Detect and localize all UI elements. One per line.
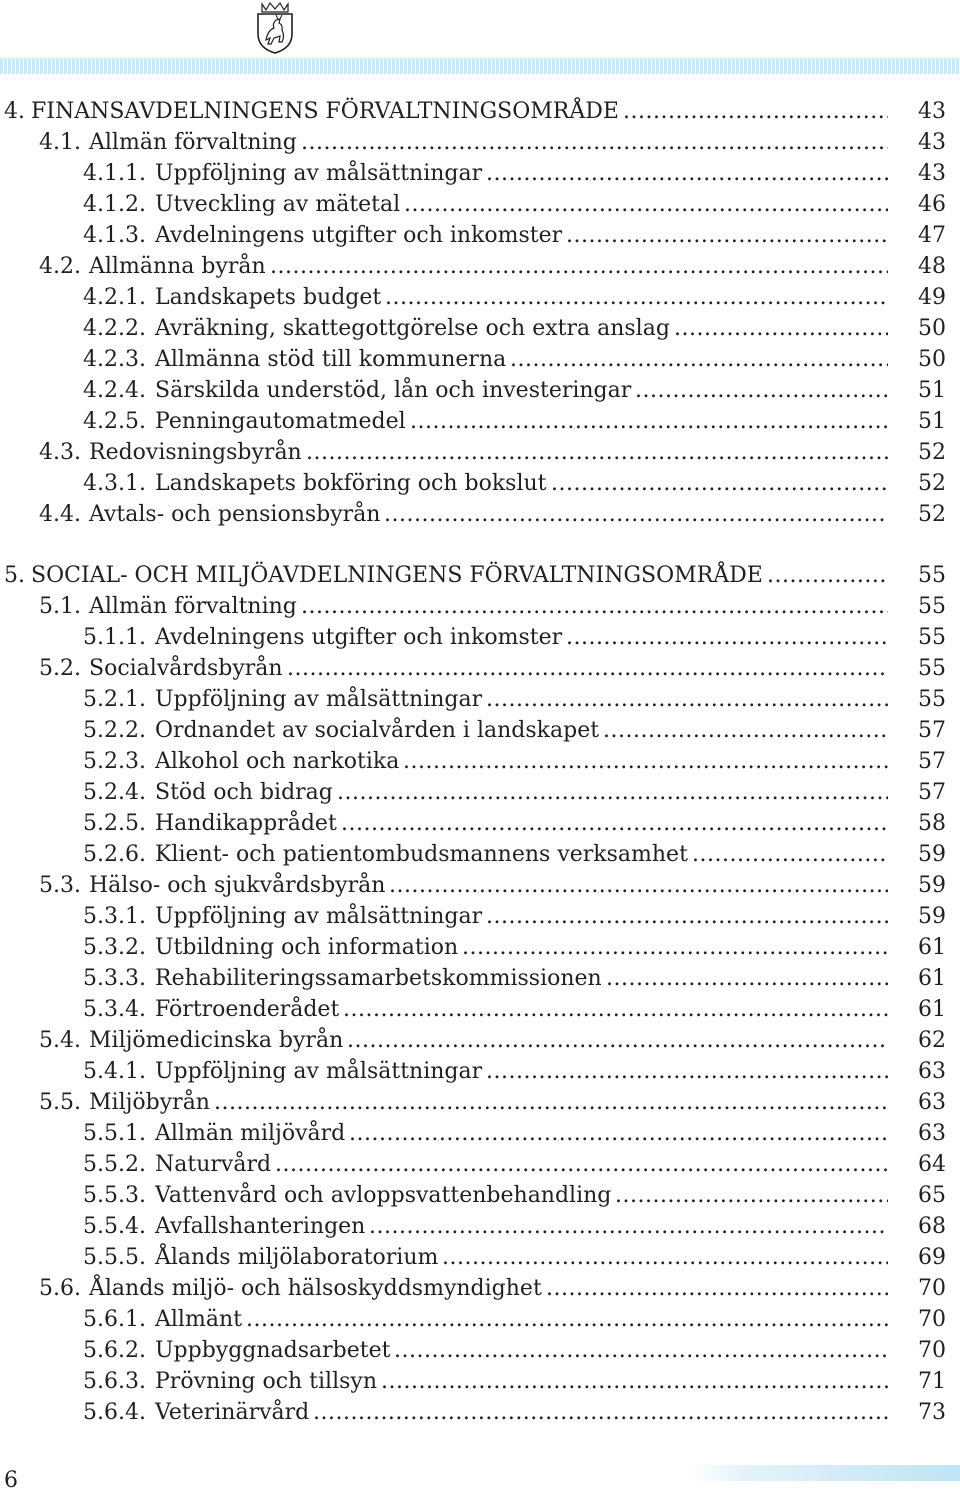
toc-row[interactable] xyxy=(0,406,960,437)
toc-section-title: Avtals- och pensionsbyrån xyxy=(89,502,381,527)
toc-page-number: 55 xyxy=(918,563,946,588)
toc-section-number: 5.4. xyxy=(39,1028,81,1053)
toc-row[interactable] xyxy=(0,963,960,994)
toc-row[interactable] xyxy=(0,932,960,963)
toc-section-number: 4.2. xyxy=(39,254,81,279)
toc-row[interactable] xyxy=(0,1149,960,1180)
toc-section-title: Allmänt xyxy=(155,1307,242,1332)
toc-row[interactable] xyxy=(0,220,960,251)
toc-dot-leader xyxy=(301,591,888,622)
toc-row[interactable] xyxy=(0,1397,960,1428)
toc-section-title: Avräkning, skattegottgörelse och extra anslag xyxy=(155,316,670,341)
toc-page-number: 50 xyxy=(918,316,946,341)
toc-dot-leader xyxy=(275,1149,888,1180)
toc-section-title: Ordnandet av socialvården i landskapet xyxy=(155,718,600,743)
toc-dot-leader xyxy=(566,622,888,653)
toc-page-number: 61 xyxy=(918,997,946,1022)
toc-section-number: 5.1.1. xyxy=(83,625,146,650)
toc-section-title: Naturvård xyxy=(155,1152,272,1177)
toc-section-number: 4.1.3. xyxy=(83,223,146,248)
toc-page-number: 73 xyxy=(918,1400,946,1425)
toc-dot-leader xyxy=(337,777,888,808)
footer-stripe-band xyxy=(690,1465,960,1481)
toc-row[interactable] xyxy=(0,839,960,870)
toc-row[interactable] xyxy=(0,1366,960,1397)
toc-section-number: 5.1. xyxy=(39,594,81,619)
toc-page-number: 43 xyxy=(918,99,946,124)
toc-dot-leader xyxy=(389,870,888,901)
toc-dot-leader xyxy=(343,994,888,1025)
toc-section-title: Avdelningens utgifter och inkomster xyxy=(155,625,563,650)
toc-page-number: 70 xyxy=(918,1338,946,1363)
toc-section-title: Utveckling av mätetal xyxy=(155,192,401,217)
toc-row[interactable] xyxy=(0,1056,960,1087)
toc-page-number: 61 xyxy=(918,966,946,991)
toc-dot-leader xyxy=(369,1211,888,1242)
toc-section-number: 5.5.1. xyxy=(83,1121,146,1146)
toc-section-number: 5.3.3. xyxy=(83,966,146,991)
toc-page-number: 51 xyxy=(918,378,946,403)
toc-dot-leader xyxy=(767,560,888,591)
toc-section-title: Uppföljning av målsättningar xyxy=(155,1059,483,1084)
toc-dot-leader xyxy=(462,932,888,963)
toc-section-number: 5.5. xyxy=(39,1090,81,1115)
toc-dot-leader xyxy=(394,1335,888,1366)
toc-section-number: 4.1. xyxy=(39,130,81,155)
toc-page-number: 43 xyxy=(918,161,946,186)
toc-row[interactable] xyxy=(0,870,960,901)
toc-page-number: 57 xyxy=(918,718,946,743)
toc-section-title: Prövning och tillsyn xyxy=(155,1369,378,1394)
toc-dot-leader xyxy=(566,220,888,251)
toc-section-number: 5.6.4. xyxy=(83,1400,146,1425)
toc-section-number: 5.2.1. xyxy=(83,687,146,712)
toc-section-title: Ålands miljö- och hälsoskyddsmyndighet xyxy=(89,1276,542,1301)
toc-page-number: 63 xyxy=(918,1059,946,1084)
toc-section-title: Allmänna stöd till kommunerna xyxy=(155,347,507,372)
toc-row[interactable] xyxy=(0,96,960,127)
toc-section-number: 5.6.2. xyxy=(83,1338,146,1363)
toc-section-number: 5.3.2. xyxy=(83,935,146,960)
toc-section-title: Ålands miljölaboratorium xyxy=(155,1245,439,1270)
toc-row[interactable] xyxy=(0,1304,960,1335)
toc-dot-leader xyxy=(347,1025,888,1056)
toc-dot-leader xyxy=(410,406,888,437)
toc-section-title: Allmän förvaltning xyxy=(89,130,297,155)
toc-section-title: Förtroenderådet xyxy=(155,997,340,1022)
toc-row[interactable] xyxy=(0,344,960,375)
toc-dot-leader xyxy=(442,1242,888,1273)
toc-dot-leader xyxy=(635,375,888,406)
toc-row[interactable] xyxy=(0,282,960,313)
toc-section-title: Redovisningsbyrån xyxy=(89,440,302,465)
toc-page-number: 52 xyxy=(918,471,946,496)
toc-section-title: Miljöbyrån xyxy=(89,1090,210,1115)
toc-page-number: 47 xyxy=(918,223,946,248)
toc-dot-leader xyxy=(270,251,888,282)
toc-section-number: 5. xyxy=(4,563,25,588)
coat-of-arms-logo xyxy=(252,0,298,54)
toc-page-number: 70 xyxy=(918,1276,946,1301)
toc-section-title: Miljömedicinska byrån xyxy=(89,1028,344,1053)
toc-dot-leader xyxy=(384,499,888,530)
toc-section-title: Landskapets bokföring och bokslut xyxy=(155,471,547,496)
toc-section-number: 5.5.4. xyxy=(83,1214,146,1239)
toc-row[interactable] xyxy=(0,1087,960,1118)
toc-section-number: 4.3.1. xyxy=(83,471,146,496)
toc-dot-leader xyxy=(381,1366,888,1397)
toc-section-number: 4.2.4. xyxy=(83,378,146,403)
toc-section-number: 5.2.2. xyxy=(83,718,146,743)
toc-section-number: 5.5.5. xyxy=(83,1245,146,1270)
toc-row[interactable] xyxy=(0,189,960,220)
toc-row[interactable] xyxy=(0,499,960,530)
toc-dot-leader xyxy=(301,127,888,158)
toc-section-title: Särskilda understöd, lån och investeringar xyxy=(155,378,632,403)
toc-row[interactable] xyxy=(0,1335,960,1366)
toc-row[interactable] xyxy=(0,560,960,591)
toc-section-number: 4. xyxy=(4,99,25,124)
toc-section-title: Veterinärvård xyxy=(155,1400,310,1425)
toc-row[interactable] xyxy=(0,1025,960,1056)
toc-row[interactable] xyxy=(0,622,960,653)
toc-section-title: FINANSAVDELNINGENS FÖRVALTNINGSOMRÅDE xyxy=(31,99,619,124)
toc-section-number: 4.2.1. xyxy=(83,285,146,310)
toc-section-number: 4.4. xyxy=(39,502,81,527)
toc-section-number: 4.2.2. xyxy=(83,316,146,341)
toc-section-title: Vattenvård och avloppsvattenbehandling xyxy=(155,1183,612,1208)
toc-section-title: Rehabiliteringssamarbetskommissionen xyxy=(155,966,602,991)
toc-section-number: 5.2.5. xyxy=(83,811,146,836)
toc-page-number: 63 xyxy=(918,1090,946,1115)
toc-section-number: 5.3. xyxy=(39,873,81,898)
toc-section-number: 5.4.1. xyxy=(83,1059,146,1084)
toc-row[interactable] xyxy=(0,1273,960,1304)
toc-row[interactable] xyxy=(0,715,960,746)
toc-section-title: Hälso- och sjukvårdsbyrån xyxy=(89,873,386,898)
toc-dot-leader xyxy=(287,653,888,684)
toc-page-number: 71 xyxy=(918,1369,946,1394)
toc-dot-leader xyxy=(246,1304,888,1335)
toc-dot-leader xyxy=(404,189,888,220)
toc-section-title: Uppföljning av målsättningar xyxy=(155,687,483,712)
toc-dot-leader xyxy=(385,282,888,313)
toc-section-number: 5.3.4. xyxy=(83,997,146,1022)
toc-dot-leader xyxy=(403,746,888,777)
toc-dot-leader xyxy=(674,313,888,344)
toc-page-number: 68 xyxy=(918,1214,946,1239)
toc-section-number: 4.2.3. xyxy=(83,347,146,372)
toc-page-number: 61 xyxy=(918,935,946,960)
toc-page-number: 55 xyxy=(918,656,946,681)
toc-section-title: Avdelningens utgifter och inkomster xyxy=(155,223,563,248)
toc-section-title: Uppbyggnadsarbetet xyxy=(155,1338,391,1363)
toc-row[interactable] xyxy=(0,746,960,777)
toc-page-number: 57 xyxy=(918,749,946,774)
toc-row[interactable] xyxy=(0,591,960,622)
toc-page-number: 63 xyxy=(918,1121,946,1146)
toc-row[interactable] xyxy=(0,313,960,344)
toc-section-title: Klient- och patientombudsmannens verksamhet xyxy=(155,842,688,867)
toc-row[interactable] xyxy=(0,1118,960,1149)
toc-page-number: 64 xyxy=(918,1152,946,1177)
toc-page-number: 59 xyxy=(918,904,946,929)
toc-page-number: 70 xyxy=(918,1307,946,1332)
page-number: 6 xyxy=(4,1468,18,1493)
toc-section-number: 5.2.3. xyxy=(83,749,146,774)
toc-row[interactable] xyxy=(0,653,960,684)
toc-row[interactable] xyxy=(0,437,960,468)
toc-row[interactable] xyxy=(0,251,960,282)
toc-section-number: 5.3.1. xyxy=(83,904,146,929)
toc-row[interactable] xyxy=(0,994,960,1025)
toc-dot-leader xyxy=(603,715,888,746)
toc-dot-leader xyxy=(486,158,888,189)
toc-section-number: 5.2. xyxy=(39,656,81,681)
toc-page-number: 50 xyxy=(918,347,946,372)
toc-section-title: Allmän miljövård xyxy=(155,1121,346,1146)
toc-dot-leader xyxy=(214,1087,888,1118)
toc-section-number: 4.1.2. xyxy=(83,192,146,217)
toc-dot-leader xyxy=(486,901,888,932)
toc-dot-leader xyxy=(606,963,888,994)
toc-dot-leader xyxy=(510,344,888,375)
toc-section-number: 5.6.1. xyxy=(83,1307,146,1332)
toc-page-number: 58 xyxy=(918,811,946,836)
toc-row[interactable] xyxy=(0,1180,960,1211)
toc-dot-leader xyxy=(341,808,888,839)
toc-section-title: Landskapets budget xyxy=(155,285,382,310)
toc-section-number: 5.2.6. xyxy=(83,842,146,867)
toc-dot-leader xyxy=(551,468,888,499)
toc-page-number: 55 xyxy=(918,594,946,619)
toc-section-title: Socialvårdsbyrån xyxy=(89,656,283,681)
toc-section-number: 5.5.2. xyxy=(83,1152,146,1177)
toc-page-number: 55 xyxy=(918,687,946,712)
toc-row[interactable] xyxy=(0,684,960,715)
toc-section-number: 5.6.3. xyxy=(83,1369,146,1394)
toc-section-title: Allmänna byrån xyxy=(89,254,266,279)
toc-section-title: Stöd och bidrag xyxy=(155,780,333,805)
toc-section-title: Uppföljning av målsättningar xyxy=(155,904,483,929)
toc-row[interactable] xyxy=(0,158,960,189)
header-stripe-band xyxy=(0,58,960,74)
toc-row[interactable] xyxy=(0,808,960,839)
toc-row[interactable] xyxy=(0,375,960,406)
toc-dot-leader xyxy=(306,437,888,468)
toc-dot-leader xyxy=(313,1397,888,1428)
toc-page-number: 57 xyxy=(918,780,946,805)
toc-dot-leader xyxy=(486,684,888,715)
toc-page-number: 46 xyxy=(918,192,946,217)
toc-section-number: 4.1.1. xyxy=(83,161,146,186)
toc-dot-leader xyxy=(546,1273,888,1304)
toc-dot-leader xyxy=(692,839,888,870)
toc-section-number: 4.2.5. xyxy=(83,409,146,434)
toc-page-number: 59 xyxy=(918,873,946,898)
toc-page-number: 62 xyxy=(918,1028,946,1053)
toc-page-number: 43 xyxy=(918,130,946,155)
toc-row[interactable] xyxy=(0,1211,960,1242)
toc-dot-leader xyxy=(349,1118,888,1149)
toc-section-title: Alkohol och narkotika xyxy=(155,749,400,774)
toc-row[interactable] xyxy=(0,1242,960,1273)
toc-section-title: Avfallshanteringen xyxy=(155,1214,366,1239)
toc-page-number: 55 xyxy=(918,625,946,650)
toc-section-title: Allmän förvaltning xyxy=(89,594,297,619)
toc-page-number: 69 xyxy=(918,1245,946,1270)
toc-row[interactable] xyxy=(0,127,960,158)
toc-page-number: 51 xyxy=(918,409,946,434)
toc-section-number: 5.5.3. xyxy=(83,1183,146,1208)
toc-section-title: Handikapprådet xyxy=(155,811,337,836)
toc-section-title: Penningautomatmedel xyxy=(155,409,406,434)
toc-section-title: Utbildning och information xyxy=(155,935,459,960)
toc-section-number: 5.6. xyxy=(39,1276,81,1301)
toc-section-number: 4.3. xyxy=(39,440,81,465)
toc-section-title: SOCIAL- OCH MILJÖAVDELNINGENS FÖRVALTNINGSOMRÅDE xyxy=(31,563,763,588)
toc-row[interactable] xyxy=(0,777,960,808)
toc-dot-leader xyxy=(486,1056,888,1087)
toc-page-number: 59 xyxy=(918,842,946,867)
toc-page-number: 48 xyxy=(918,254,946,279)
toc-page-number: 52 xyxy=(918,502,946,527)
toc-section-number: 5.2.4. xyxy=(83,780,146,805)
toc-section-title: Uppföljning av målsättningar xyxy=(155,161,483,186)
toc-page-number: 49 xyxy=(918,285,946,310)
toc-page-number: 65 xyxy=(918,1183,946,1208)
toc-dot-leader xyxy=(615,1180,888,1211)
toc-row[interactable] xyxy=(0,468,960,499)
toc-page-number: 52 xyxy=(918,440,946,465)
toc-row[interactable] xyxy=(0,901,960,932)
toc-dot-leader xyxy=(623,96,888,127)
